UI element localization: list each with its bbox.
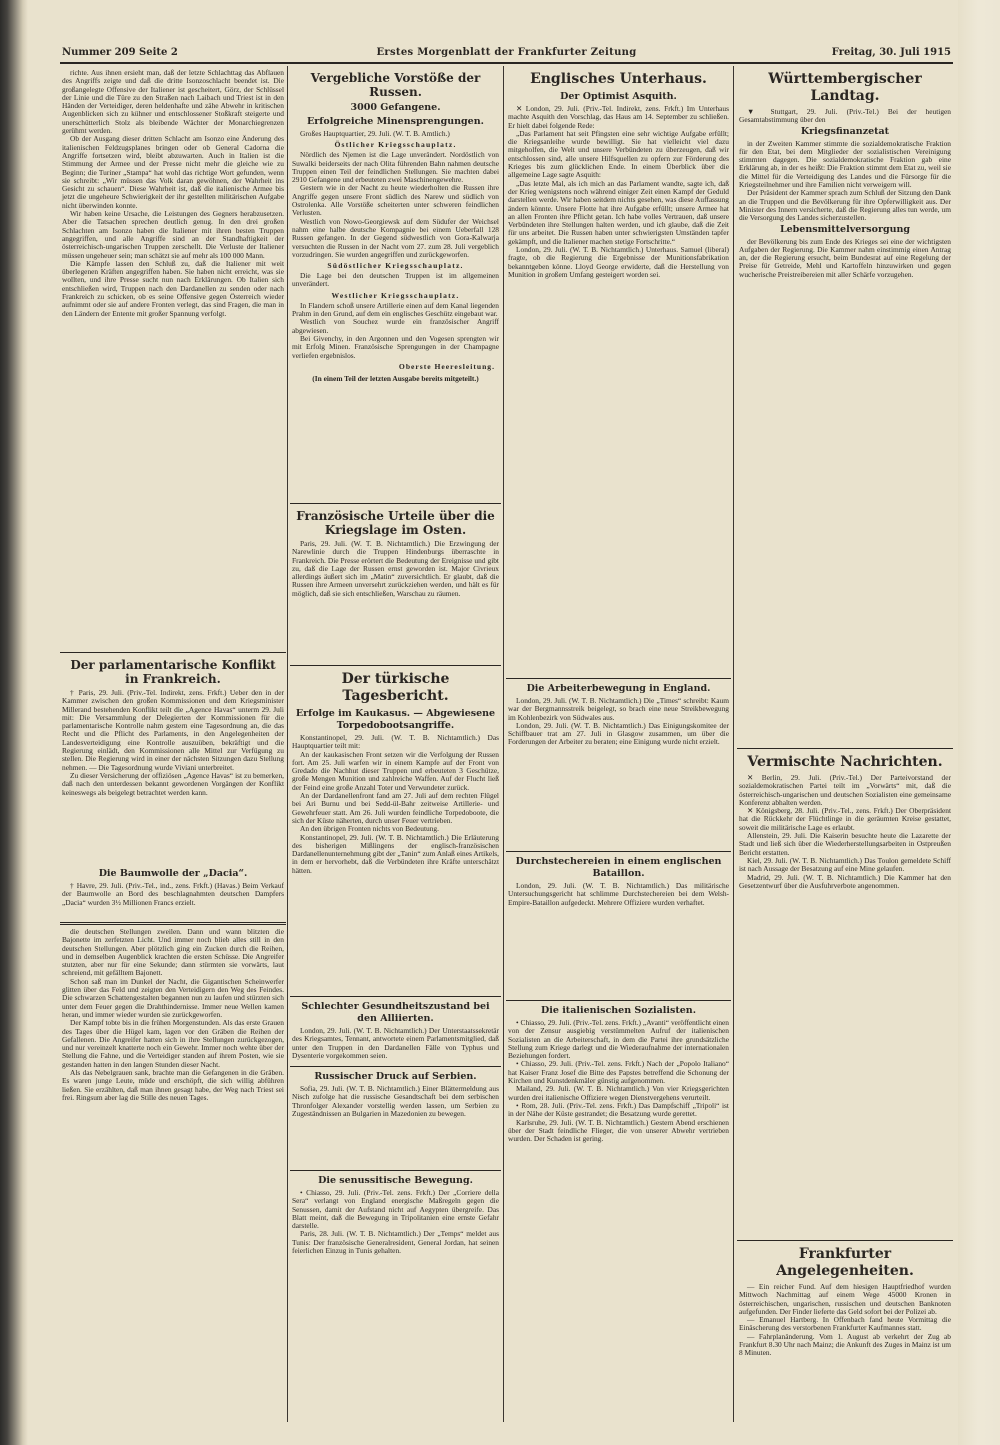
body-paragraph: Wir haben keine Ursache, die Leistungen des Gegners herabzusetzen. Aber die Tatsachen sprechen deutlich genug. In den drei großen Schlachten am Isonzo haben die Italiener mit ihren besten Truppen angegriffen, und alle Angriffe sind an der Standhaftigkeit der österreichisch-ungarischen Truppen zerschellt. Die Verluste der Italiener müssen ungeheuer sein; man schätzt sie auf mehr als 100 000 Mann. [62, 209, 284, 260]
article [60, 66, 286, 652]
subheadline: Durchstechereien in einem englischen Bataillon. [515, 856, 722, 879]
article [737, 1240, 953, 1421]
subheadline: Schlechter Gesundheitszustand bei den Alliierten. [301, 1001, 490, 1024]
body-paragraph: Großes Hauptquartier, 29. Juli. (W. T. B. Amtlich.) [300, 129, 450, 138]
column-1 [60, 66, 286, 1425]
body-paragraph: — Ein reicher Fund. Auf dem hiesigen Hauptfriedhof wurden Mittwoch Nachmittag auf einem Wege 45000 Kronen in österreichischen, ungarischen, russischen und deutschen Banknoten aufgefunden. Der Finder lieferte das Geld sofort bei der Polizei ab. [739, 1282, 951, 1316]
article [60, 922, 286, 1417]
article [737, 66, 953, 748]
subheadline: Die senussitische Bewegung. [318, 1175, 473, 1186]
headline: Frankfurter Angelegenheiten. [776, 1246, 914, 1279]
column-rule [733, 66, 734, 1422]
body-paragraph: An der Dardanellenfront fand am 27. Juli auf dem rechten Flügel bei Ari Burnu und bei Sedd-ül-Bahr zeitweise Artillerie- und Gewehrfeuer statt. Am 26. Juli wurden feindliche Torpedoboote, die sich der Küste näherten, durch unser Feuer vertrieben. [292, 791, 499, 825]
body-paragraph: Die Lage bei den deutschen Truppen ist im allgemeinen unverändert. [292, 271, 499, 289]
book-binding-edge [0, 0, 28, 1445]
page-margin [958, 0, 1000, 1445]
section-label: Südöstlicher Kriegsschauplatz. [327, 261, 464, 271]
body-paragraph: • Chiasso, 29. Juli. (Priv.-Tel. zens. Frkft.) „Avanti“ veröffentlicht einen von der Zensur ausgiebig verstümmelten Aufruf der italienischen Sozialisten an die Arbeiterschaft, in dem die Partei ihre grundsätzliche Stellung zum Kriege darlegt und die Wiederaufnahme der internationalen Beziehungen fordert. [508, 1018, 729, 1061]
body-paragraph: Karlsruhe, 29. Juli. (W. T. B. Nichtamtlich.) Gestern Abend erschienen über der Stadt feindliche Flieger, die von unserer Abwehr vertrieben wurden. Der Schaden ist gering. [508, 1117, 729, 1144]
subheadline: Die italienischen Sozialisten. [541, 1005, 696, 1016]
body-paragraph: Konstantinopel, 29. Juli. (W. T. B. Nichtamtlich.) Das Hauptquartier teilt mit: [292, 733, 499, 751]
issue-number: Nummer 209 Seite 2 [62, 47, 178, 58]
body-paragraph: richte. Aus ihnen ersieht man, daß der letzte Schlachttag das Abflauen des Angriffs zeigte und daß die dritte Isonzoschlacht beendet ist. Die großangelegte Offensive der Italiener ist gescheitert, Görz, der Schlüssel der Linie und die Türe zu den Straßen nach Laibach und Triest ist in den Händen der Verteidiger, deren heldenhafte und zähe Abwehr in kritischen Augenblicken sich zu kühner und entschlossener Stoßkraft steigerte und unerschütterlich Stolz als bleibende Wächter der Monarchiegrenzen gerühmt werden. [62, 68, 284, 136]
body-paragraph: Allenstein, 29. Juli. Die Kaiserin besuchte heute die Lazarette der Stadt und ließ sich über die Wiederherstellungsarbeiten in Ostpreußen Bericht erstatten. [739, 831, 951, 857]
article [290, 503, 501, 665]
subheadline: Kriegsfinanzetat [800, 125, 890, 137]
editor-note: (In einem Teil der letzten Ausgabe bereits mitgeteilt.) [312, 373, 479, 383]
body-paragraph: Der Präsident der Kammer sprach zum Schluß der Sitzung den Dank an die Truppen und die Bevölkerung für ihre Opferwilligkeit aus. Der Minister des Innern versicherte, daß die Regierung alles tun werde, um die Versorgung des Landes sicherzustellen. [739, 188, 951, 223]
article [506, 66, 731, 678]
body-paragraph: ▼ Stuttgart, 29. Juli. (Priv.-Tel.) Bei der heutigen Gesamtabstimmung über den [739, 107, 951, 125]
article [60, 652, 286, 864]
body-paragraph: „Das letzte Mal, als ich mich an das Parlament wandte, sagte ich, daß der Krieg wenigstens noch während einiger Zeit einen Kampf der Geduld darstellen werde. Wir haben seitdem nichts gesehen, was diese Auffassung ändern könnte. Unsere Flotte hat ihre Aufgabe erfüllt; unsere Armee hat an allen Fronten ihre Pflicht getan. Ich habe volles Vertrauen, daß unsere Verbündeten ihre Stellungen halten werden, und ich glaube, daß die Zeit für uns arbeitet. Die Russen haben unter schwierigsten Umständen tapfer gekämpft, und die Italiener machen stetige Fortschritte.“ [508, 178, 729, 246]
body-paragraph: in der Zweiten Kammer stimmte die sozialdemokratische Fraktion für den Etat, bei dem Mitglieder der sozialistischen Vereinigung stimmten dagegen. Die sozialdemokratische Fraktion gab eine Erklärung ab, in der es heißt: Die Fraktion stimmt dem Etat zu, weil sie die Mittel für die Verteidigung des Landes und die Fürsorge für die Kriegsteilnehmer und ihre Familien nicht verweigern will. [739, 138, 951, 190]
body-paragraph: † Paris, 29. Juli. (Priv.-Tel. Indirekt, zens. Frkft.) Ueber den in der Kammer zwischen den großen Kommissionen und dem Kriegsminister Millerand bestehenden Konflikt teilt die „Agence Havas“ unterm 29. Juli mit: Die Versammlung der Delegierten der Kommissionen für die parlamentarische Kontrolle nahm gestern eine Tagesordnung an, die das Recht und die Pflicht des Parlaments, in den Angelegenheiten der Landesverteidigung eine Kontrolle auszuüben, bekräftigt und die Regierung einlädt, den Kommissionen alle Mittel zur Verfügung zu stellen. Die Regierung wird in einer der nächsten Sitzungen dazu Stellung nehmen. — Die Tagesordnung wurde Viviani unterbreitet. [62, 688, 284, 772]
column-rule [503, 66, 504, 1422]
body-paragraph: Sofia, 29. Juli. (W. T. B. Nichtamtlich.) Einer Blättermeldung aus Nisch zufolge hat die russische Gesandtschaft bei dem serbischen Thronfolger Alexander vorstellig werden lassen, um Serbien zu Zugeständnissen an Bulgarien in Mazedonien zu bewegen. [292, 1084, 499, 1118]
body-paragraph: An der kaukasischen Front setzen wir die Verfolgung der Russen fort. Am 25. Juli warfen wir in einem Kampfe auf der Front von Gredado die Nachhut dieser Truppen und erbeuteten 3 Geschütze, große Mengen Munition und zahlreiche Waffen. Auf der Flucht ließ der Feind eine große Anzahl Toter und Verwundeter zurück. [292, 749, 499, 792]
body-paragraph: die deutschen Stellungen zweilen. Dann und wann blitzten die Bajonette im zerfetzten Licht. Und immer noch blieb alles still in den deutschen Stellungen. Aber plötzlich ging ein Zucken durch die Reihen, und in demselben Augenblick krachten die ersten Schüsse. Die Angreifer stutzten, aber nur für eine Sekunde; dann stürmten sie vorwärts, laut schreiend, mit gefälltem Bajonett. [62, 927, 284, 978]
body-paragraph: Zu dieser Versicherung der offiziösen „Agence Havas“ ist zu bemerken, daß nach den unterdessen bekannt gewordenen Vorgängen der Konflikt keineswegs als beigelegt betrachtet werden kann. [62, 770, 284, 797]
body-paragraph: Madrid, 29. Juli. (W. T. B. Nichtamtlich.) Die Kammer hat den Gesetzentwurf über die Ausfuhrverbote angenommen. [739, 872, 951, 890]
body-paragraph: ✕ Berlin, 29. Juli. (Priv.-Tel.) Der Parteivorstand der sozialdemokratischen Partei teilt im „Vorwärts“ mit, daß die österreichisch-ungarischen und deutschen Sozialisten eine gemeinsame Konferenz abhalten werden. [739, 773, 951, 807]
body-paragraph: der Bevölkerung bis zum Ende des Krieges sei eine der wichtigsten Aufgaben der Regierung. Die Kammer nahm einstimmig einen Antrag an, der die Regierung ersucht, beim Bundesrat auf eine Regelung der Preise für Getreide, Mehl und Kartoffeln hinzuwirken und gegen wucherische Preistreibereien mit aller Schärfe vorzugehen. [739, 236, 951, 279]
subheadline: Erfolge im Kaukasus. — Abgewiesene Torpedobootsangriffe. [295, 708, 496, 731]
body-paragraph: Bei Givenchy, in den Argonnen und den Vogesen sprengten wir mit Erfolg Minen. Französische Sprengungen in der Champagne verliefen ergebnislos. [292, 333, 499, 360]
newspaper-title: Erstes Morgenblatt der Frankfurter Zeitung [376, 47, 637, 58]
section-label: Östlicher Kriegsschauplatz. [334, 140, 457, 150]
article [737, 748, 953, 1240]
body-paragraph: Paris, 29. Juli. (W. T. B. Nichtamtlich.) Die Erzwingung der Narewlinie durch die Truppen Hindenburgs überraschte in Frankreich. Die Presse erörtert die Bedeutung der Ereignisse und gibt zu, daß die Lage der Russen ernst geworden ist. Major Civrieux allerdings äußert sich im „Matin“ zuversichtlich. Er glaubt, daß die Russen ihre Armeen unversehrt zurückziehen werden, und hält es für möglich, daß sie sich entschließen, Warschau zu räumen. [292, 539, 499, 598]
body-paragraph: Als das Nebelgrauen sank, brachte man die Gefangenen in die Gräben. Es waren junge Leute, müde und erschöpft, die sich willig abführen ließen. Sie erzählten, daß man ihnen gesagt habe, der Weg nach Triest sei frei. Ringsum aber lag die Stille des neuen Tages. [62, 1068, 284, 1102]
subheadline: 3000 Gefangene. [350, 102, 441, 113]
body-paragraph: Konstantinopel, 29. Juli. (W. T. B. Nichtamtlich.) Die Erläuterung des bisherigen Mißlingens der englisch-französischen Dardanellenunternehmung gibt der „Tanin“ zum Anlaß eines Artikels, in dem er hervorhebt, daß die Verbündeten ihre Kräfte unterschätzt hätten. [292, 832, 499, 875]
column-3 [506, 66, 731, 1425]
body-paragraph: Kiel, 29. Juli. (W. T. B. Nichtamtlich.) Das Toulon gemeldete Schiff ist nach Aussage der Besatzung auf eine Mine gelaufen. [739, 855, 951, 874]
body-paragraph: London, 29. Juli. (W. T. B. Nichtamtlich.) Der Unterstaatssekretär des Kriegsamtes, Tennant, antwortete einem Parlamentsmitglied, daß unter den Truppen in den Dardanellen Fälle von Typhus und Dysenterie vorgekommen seien. [292, 1026, 499, 1060]
headline: Französische Urteile über die Kriegslage im Osten. [296, 509, 495, 537]
article [506, 678, 731, 851]
subheadline: Die Baumwolle der „Dacia“. [98, 868, 248, 879]
body-paragraph: Nördlich des Njemen ist die Lage unverändert. Nordöstlich von Suwalki beiderseits der nach Olita führenden Bahn nahmen deutsche Truppen einen Teil der feindlichen Stellungen. Sie machten dabei 2910 Gefangene und erbeuteten zwei Maschinengewehre. [292, 150, 499, 185]
headline: Württembergischer Landtag. [768, 71, 922, 104]
subheadline: Die Arbeiterbewegung in England. [526, 683, 711, 694]
body-paragraph: In Flandern schoß unsere Artillerie einen auf dem Kanal liegenden Prahm in den Grund, auf dem ein englisches Geschütz eingebaut war. [292, 300, 499, 319]
body-paragraph: Ob der Ausgang dieser dritten Schlacht am Isonzo eine Änderung des italienischen Feldzugsplanes bringen oder ob General Cadorna die Angriffe fortsetzen wird, bleibt abzuwarten. Auch in Italien ist die Stimmung der Armee und der Presse nicht mehr die gleiche wie zu Beginn; die Turiner „Stampa“ hat wohl das richtige Wort gefunden, wenn sie schreibt: „Wir müssen das Volk daran gewöhnen, der Wahrheit ins Gesicht zu schauen“. Diese Wahrheit ist, daß die italienische Armee bis jetzt die ungeheure Schwierigkeit der ihr gestellten militärischen Aufgabe nicht überwinden konnte. [62, 134, 284, 210]
body-paragraph: • Rom, 28. Juli. (Priv.-Tel. zens. Frkft.) Das Dampfschiff „Tripoli“ ist in der Nähe der Küste gestrandet; die Besatzung wurde gerettet. [508, 1100, 729, 1119]
column-rule [287, 66, 288, 1422]
body-paragraph: London, 29. Juli. (W. T. B. Nichtamtlich.) Unterhaus. Samuel (liberal) fragte, ob die Regierung die Ergebnisse der Munitionsfabrikation bekanntgeben könne. Lloyd George erwiderte, daß die Herstellung von Munition in großem Umfang gesteigert worden sei. [508, 245, 729, 279]
subheadline: Russischer Druck auf Serbien. [314, 1071, 477, 1082]
article [290, 1066, 501, 1170]
section-label: Westlicher Kriegsschauplatz. [331, 290, 460, 300]
headline: Der türkische Tagesbericht. [341, 671, 450, 704]
article [290, 996, 501, 1066]
issue-date: Freitag, 30. Juli 1915 [831, 47, 951, 58]
body-paragraph: Westlich von Souchez wurde ein französischer Angriff abgewiesen. [292, 317, 499, 335]
subheadline: Lebensmittelversorgung [779, 223, 911, 235]
subheadline: Erfolgreiche Minensprengungen. [307, 116, 484, 127]
body-paragraph: London, 29. Juli. (W. T. B. Nichtamtlich.) Das militärische Untersuchungsgericht hat schlimme Durchstechereien bei dem Welsh-Empire-Bataillon aufgedeckt. Mehrere Offiziere wurden verhaftet. [508, 881, 729, 907]
masthead [60, 45, 953, 64]
headline: Vermischte Nachrichten. [747, 754, 943, 770]
body-paragraph: • Chiasso, 29. Juli. (Priv.-Tel. zens. Frkft.) Nach der „Popolo Italiano“ hat Kaiser Franz Josef die Bitte des Papstes betreffend die Schonung der Kirchen und Kunstdenkmäler günstig aufgenommen. [508, 1059, 729, 1086]
body-paragraph: An den übrigen Fronten nichts von Bedeutung. [300, 824, 439, 834]
column-2 [290, 66, 501, 1425]
body-paragraph: † Havre, 29. Juli. (Priv.-Tel., ind., zens. Frkft.) (Havas.) Beim Verkauf der Baumwolle an Bord des beschlagnahmten deutschen Dampfers „Dacia“ wurden 3½ Millionen Francs erzielt. [62, 881, 284, 907]
body-paragraph: Paris, 28. Juli. (W. T. B. Nichtamtlich.) Der „Temps“ meldet aus Tunis: Der französische Generalresident, General Jordan, hat seinen feierlichen Einzug in Tunis gehalten. [292, 1229, 499, 1256]
column-4 [737, 66, 953, 1425]
body-paragraph: — Emanuel Hartberg. In Offenbach fand heute Vormittag die Einäscherung des verstorbenen Frankfurter Kaufmannes statt. [739, 1315, 951, 1333]
article [290, 1170, 501, 1415]
subheadline: Der Optimist Asquith. [560, 91, 677, 102]
headline: Der parlamentarische Konflikt in Frankreich. [70, 658, 276, 686]
body-paragraph: „Das Parlament hat seit Pfingsten eine sehr wichtige Aufgabe erfüllt; die Kriegsanleihe wurde bewilligt. Sie hat vielleicht viel dazu mitgeholfen, die Welt und unsere Verbündeten zu überzeugen, daß wir entschlossen sind, alle unsere Hilfsquellen zu opfern zur Förderung des Krieges bis zum glücklichen Ende. In einem Überblick über die allgemeine Lage sagte Asquith: [508, 128, 729, 180]
body-paragraph: London, 29. Juli. (W. T. B. Nichtamtlich.) Das Einigungskomitee der Schiffbauer trat am 27. Juli in Glasgow zusammen, um über die Forderungen der Arbeiter zu beraten; eine Einigung wurde nicht erzielt. [508, 720, 729, 747]
body-paragraph: Westlich von Nowo-Georgiewsk auf dem Südufer der Weichsel nahm eine halbe deutsche Kompagnie bei einem Ueberfall 128 Russen gefangen. In der Gegend südwestlich von Gora-Kalwarja versuchten die Russen in der Nacht vom 27. zum 28. Juli vergeblich vorzudringen. Sie wurden angegriffen und zurückgeworfen. [292, 216, 499, 259]
article [506, 851, 731, 1000]
signature: Oberste Heeresleitung. [398, 361, 495, 371]
body-paragraph: Der Kampf tobte bis in die frühen Morgenstunden. Als das erste Grauen des Tages über die Hügel kam, lagen vor den Gräben die Reihen der Gefallenen. Die Angreifer hatten sich in ihre Stellungen zurückgezogen, und nur vereinzelt knatterte noch ein Gewehr. Immer noch wehte über der Stellung die Fahne, und die Verteidiger standen auf ihrem Posten, wie sie gestanden hatten in den langen Stunden dieser Nacht. [62, 1018, 284, 1069]
headline: Vergebliche Vorstöße der Russen. [310, 71, 481, 99]
body-paragraph: Schon saß man im Dunkel der Nacht, die Gigantischen Scheinwerfer glitten über das Feld und zeigten den Verteidigern den Weg des Feindes. Die schwarzen Schattengestalten begannen nun zu laufen und stürzten sich unter dem Feuer gegen die Drahthindernisse. Immer neue Wellen kamen heran, und immer wieder wurden sie zurückgeworfen. [62, 976, 284, 1019]
body-paragraph: Mailand, 29. Juli. (W. T. B. Nichtamtlich.) Von vier Kriegsgerichten wurden drei italienische Offiziere wegen Dienstvergehens verurteilt. [508, 1084, 729, 1102]
body-paragraph: Die Kämpfe lassen den Schluß zu, daß die Italiener mit weit überlegenen Kräften angegriffen haben. Sie haben nicht erreicht, was sie wollten, und ihre Presse sucht nun nach Erklärungen. Ob Italien sich entschließen wird, Truppen nach den Dardanellen zu senden oder nach Frankreich zu schicken, ob es seine Offensive gegen Österreich wieder aufnimmt oder sie auf andere Fronten verlegt, das sind Fragen, die man in den Ländern der Entente mit großer Spannung verfolgt. [62, 258, 284, 318]
body-paragraph: Gestern wie in der Nacht zu heute wiederholten die Russen ihre Angriffe gegen unsere Front südlich des Narew und südlich von Ostrolenka. Alle Vorstöße scheiterten unter schweren feindlichen Verlusten. [292, 183, 499, 218]
article [290, 66, 501, 503]
article [60, 864, 286, 922]
body-paragraph: • Chiasso, 29. Juli. (Priv.-Tel. zens. Frkft.) Der „Corriere della Sera“ verlangt von England energische Maßregeln gegen die Senussen, damit der Aufstand nicht auf Aegypten übergreife. Das Blatt meint, daß die Bewegung in Tripolitanien eine ernste Gefahr darstelle. [292, 1188, 499, 1231]
body-paragraph: ✕ Königsberg, 28. Juli. (Priv.-Tel., zens. Frkft.) Der Oberpräsident hat die Rückkehr der Flüchtlinge in die geräumten Kreise gestattet, soweit die militärische Lage es erlaubt. [739, 806, 951, 832]
body-paragraph: — Fahrplanänderung. Vom 1. August ab verkehrt der Zug ab Frankfurt 8.30 Uhr nach Mainz; die Ankunft des Zuges in Mainz ist um 8 Minuten. [739, 1331, 951, 1358]
article [290, 665, 501, 996]
body-paragraph: ✕ London, 29. Juli. (Priv.-Tel. Indirekt, zens. Frkft.) Im Unterhaus machte Asquith den Vorschlag, das Haus am 14. September zu schließen. Er hielt dabei folgende Rede: [508, 104, 729, 130]
article [506, 1000, 731, 1419]
headline: Englisches Unterhaus. [530, 71, 707, 87]
body-paragraph: London, 29. Juli. (W. T. B. Nichtamtlich.) Die „Times“ schreibt: Kaum war der Bergmannsstreik beigelegt, so brach eine neue Streikbewegung im Kohlenbezirk von Südwales aus. [508, 696, 729, 722]
